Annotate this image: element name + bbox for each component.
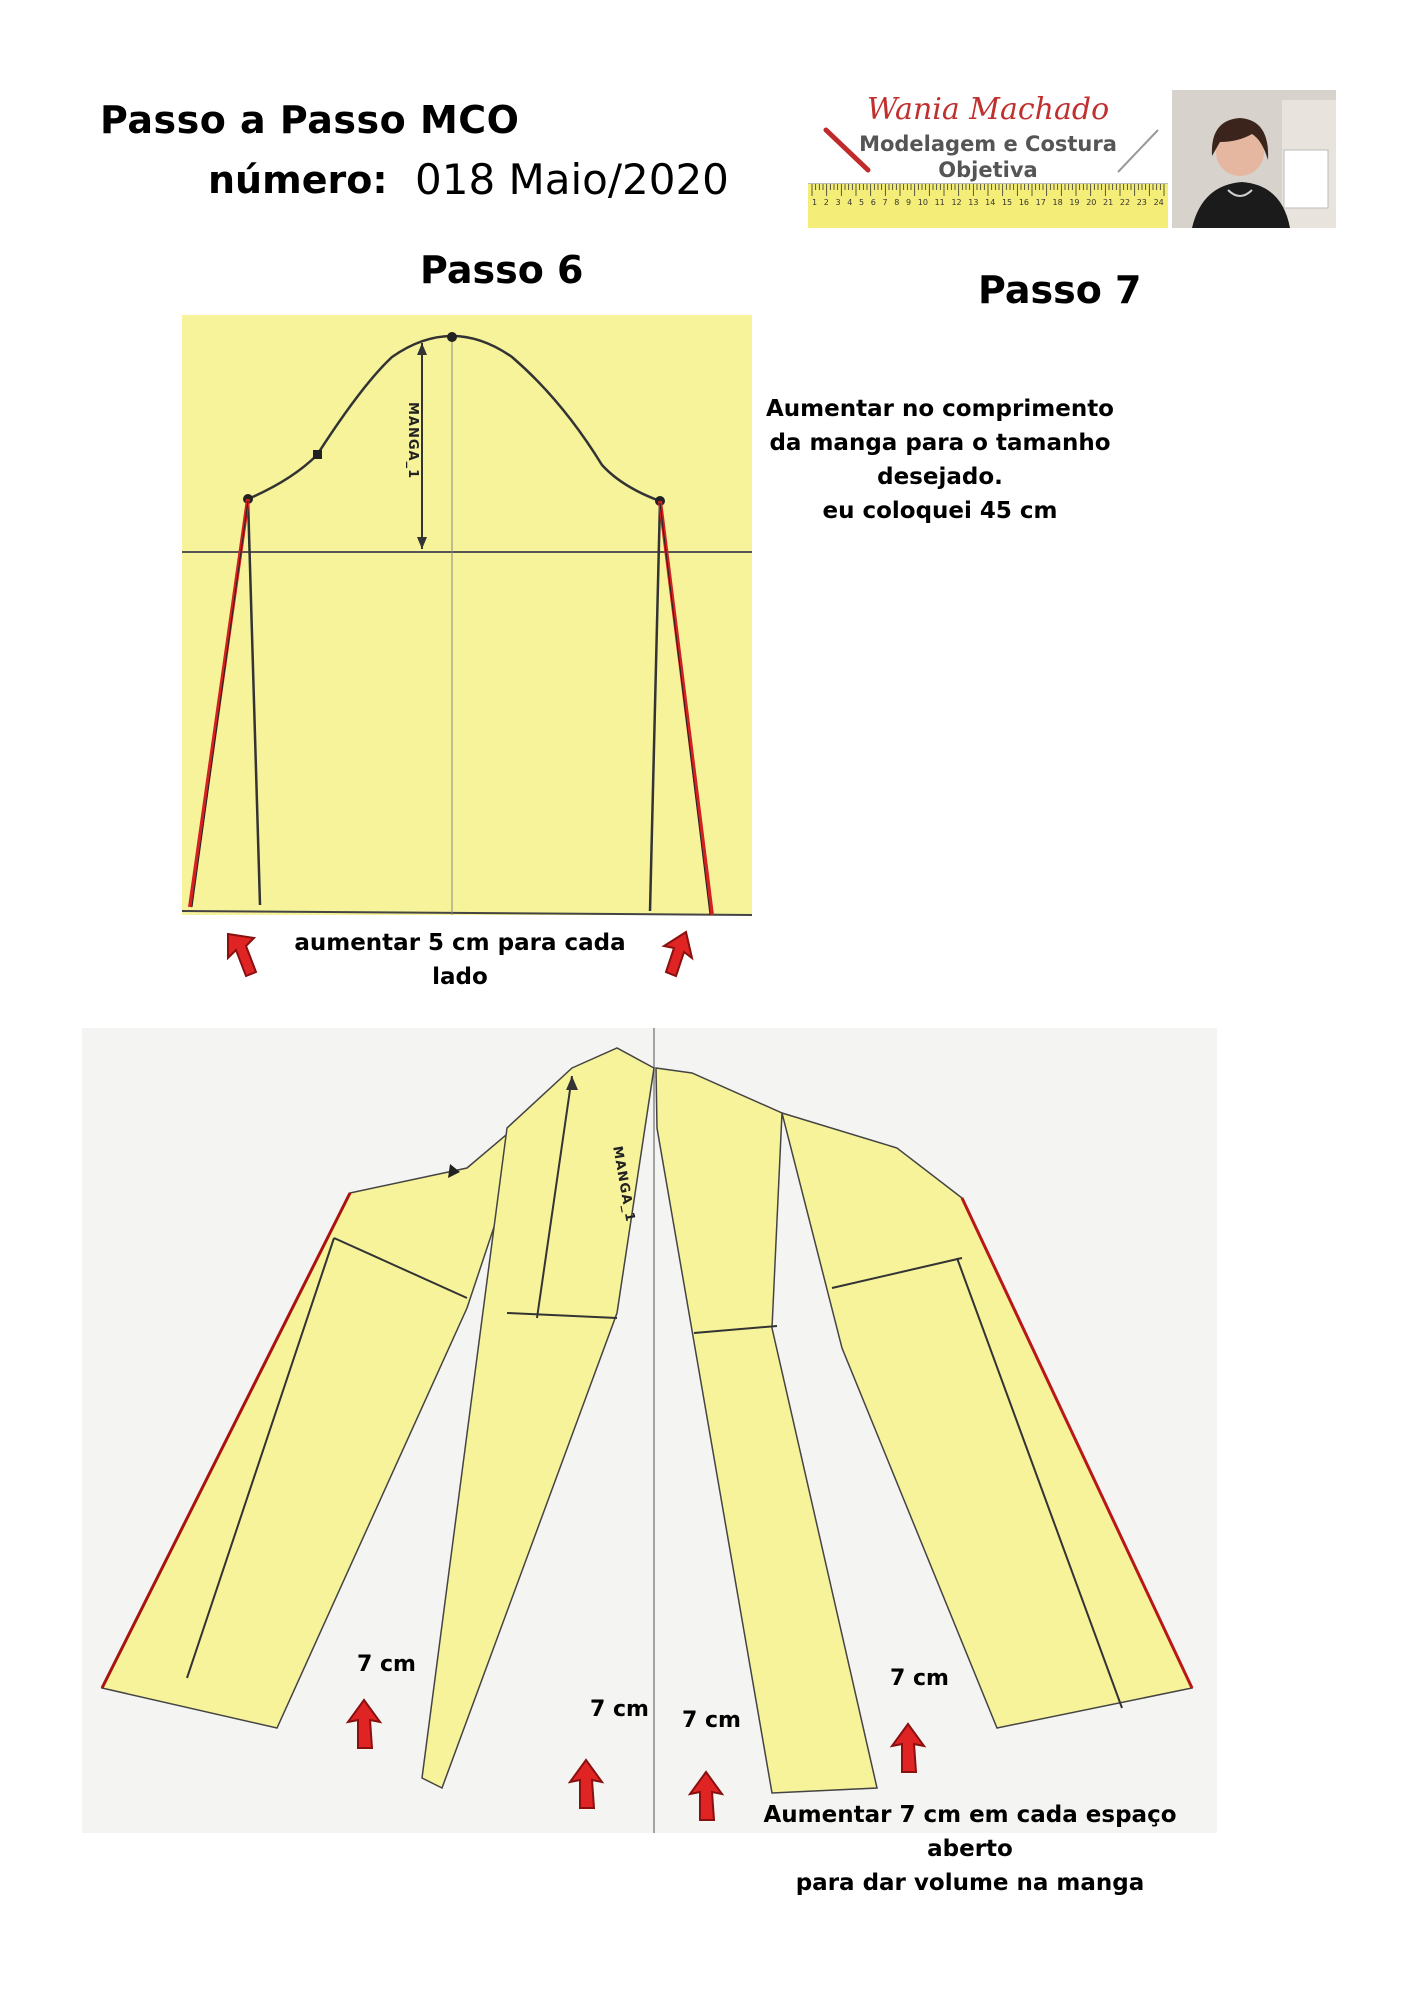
step6-line1: aumentar 5 cm para cada (294, 930, 626, 956)
step6-sleeve-pattern (182, 315, 752, 925)
measuring-tape-icon (808, 183, 1168, 228)
ruler-number: 3 (835, 198, 841, 207)
ruler-number: 1 (812, 198, 818, 207)
ruler-number: 10 (917, 198, 928, 207)
red-arrow-icon (566, 1756, 606, 1812)
issue-number-value: 018 Maio/2020 (415, 155, 729, 204)
ruler-number: 16 (1018, 198, 1029, 207)
ruler-number: 4 (847, 198, 853, 207)
gap-measure-2: 7 cm (590, 1697, 649, 1722)
ruler-number: 19 (1069, 198, 1080, 207)
manga-label-step7: MANGA_1 (609, 1145, 638, 1224)
ruler-ticks (808, 184, 1168, 198)
bottom-line2: para dar volume na manga (795, 1870, 1145, 1896)
ruler-number: 17 (1035, 198, 1046, 207)
ruler-number: 6 (870, 198, 876, 207)
logo-line1: Modelagem e Costura (859, 132, 1117, 156)
issue-number-label: número: (208, 158, 388, 202)
ruler-number: 8 (894, 198, 900, 207)
red-arrow-icon (888, 1720, 928, 1776)
ruler-number: 9 (906, 198, 912, 207)
document-title: Passo a Passo MCO (100, 98, 520, 142)
gap-measure-1: 7 cm (357, 1652, 416, 1677)
bottom-line1: Aumentar 7 cm em cada espaço aberto (763, 1802, 1177, 1862)
gap-measure-4: 7 cm (890, 1666, 949, 1691)
step7-title: Passo 7 (978, 268, 1142, 312)
red-arrow-icon (656, 928, 696, 980)
ruler-number: 24 (1153, 198, 1164, 207)
step7-line4: eu coloquei 45 cm (822, 498, 1058, 524)
ruler-number: 14 (985, 198, 996, 207)
red-arrow-icon (222, 928, 262, 980)
ruler-number: 21 (1103, 198, 1114, 207)
ruler-number: 2 (823, 198, 829, 207)
step6-instructions (290, 926, 630, 994)
ruler-number: 23 (1136, 198, 1147, 207)
manga-label-step6: MANGA_1 (405, 402, 420, 480)
ruler-number: 15 (1001, 198, 1013, 207)
step7-line3: desejado. (877, 464, 1003, 490)
step7-volume-instructions (720, 1798, 1220, 1900)
step7-line1: Aumentar no comprimento (766, 396, 1114, 422)
author-portrait (1172, 90, 1336, 228)
ruler-number: 22 (1119, 198, 1131, 207)
logo-script-name: Wania Machado (866, 92, 1110, 127)
step7-instructions (740, 392, 1140, 528)
ruler-number: 7 (882, 198, 888, 207)
ruler-numbers (812, 198, 1164, 207)
ruler-number: 20 (1086, 198, 1097, 207)
ruler-number: 13 (968, 198, 979, 207)
gap-measure-3: 7 cm (682, 1708, 741, 1733)
ruler-number: 12 (951, 198, 962, 207)
step6-title: Passo 6 (420, 248, 584, 292)
author-photo (1172, 90, 1336, 228)
red-arrow-icon (344, 1696, 384, 1752)
ruler-number: 18 (1052, 198, 1063, 207)
ruler-number: 5 (859, 198, 865, 207)
logo-line2: Objetiva (938, 158, 1038, 182)
step6-line2: lado (432, 964, 488, 990)
ruler-number: 11 (934, 198, 945, 207)
step7-line2: da manga para o tamanho (769, 430, 1111, 456)
step7-slashed-sleeve-pattern (82, 1028, 1217, 1833)
